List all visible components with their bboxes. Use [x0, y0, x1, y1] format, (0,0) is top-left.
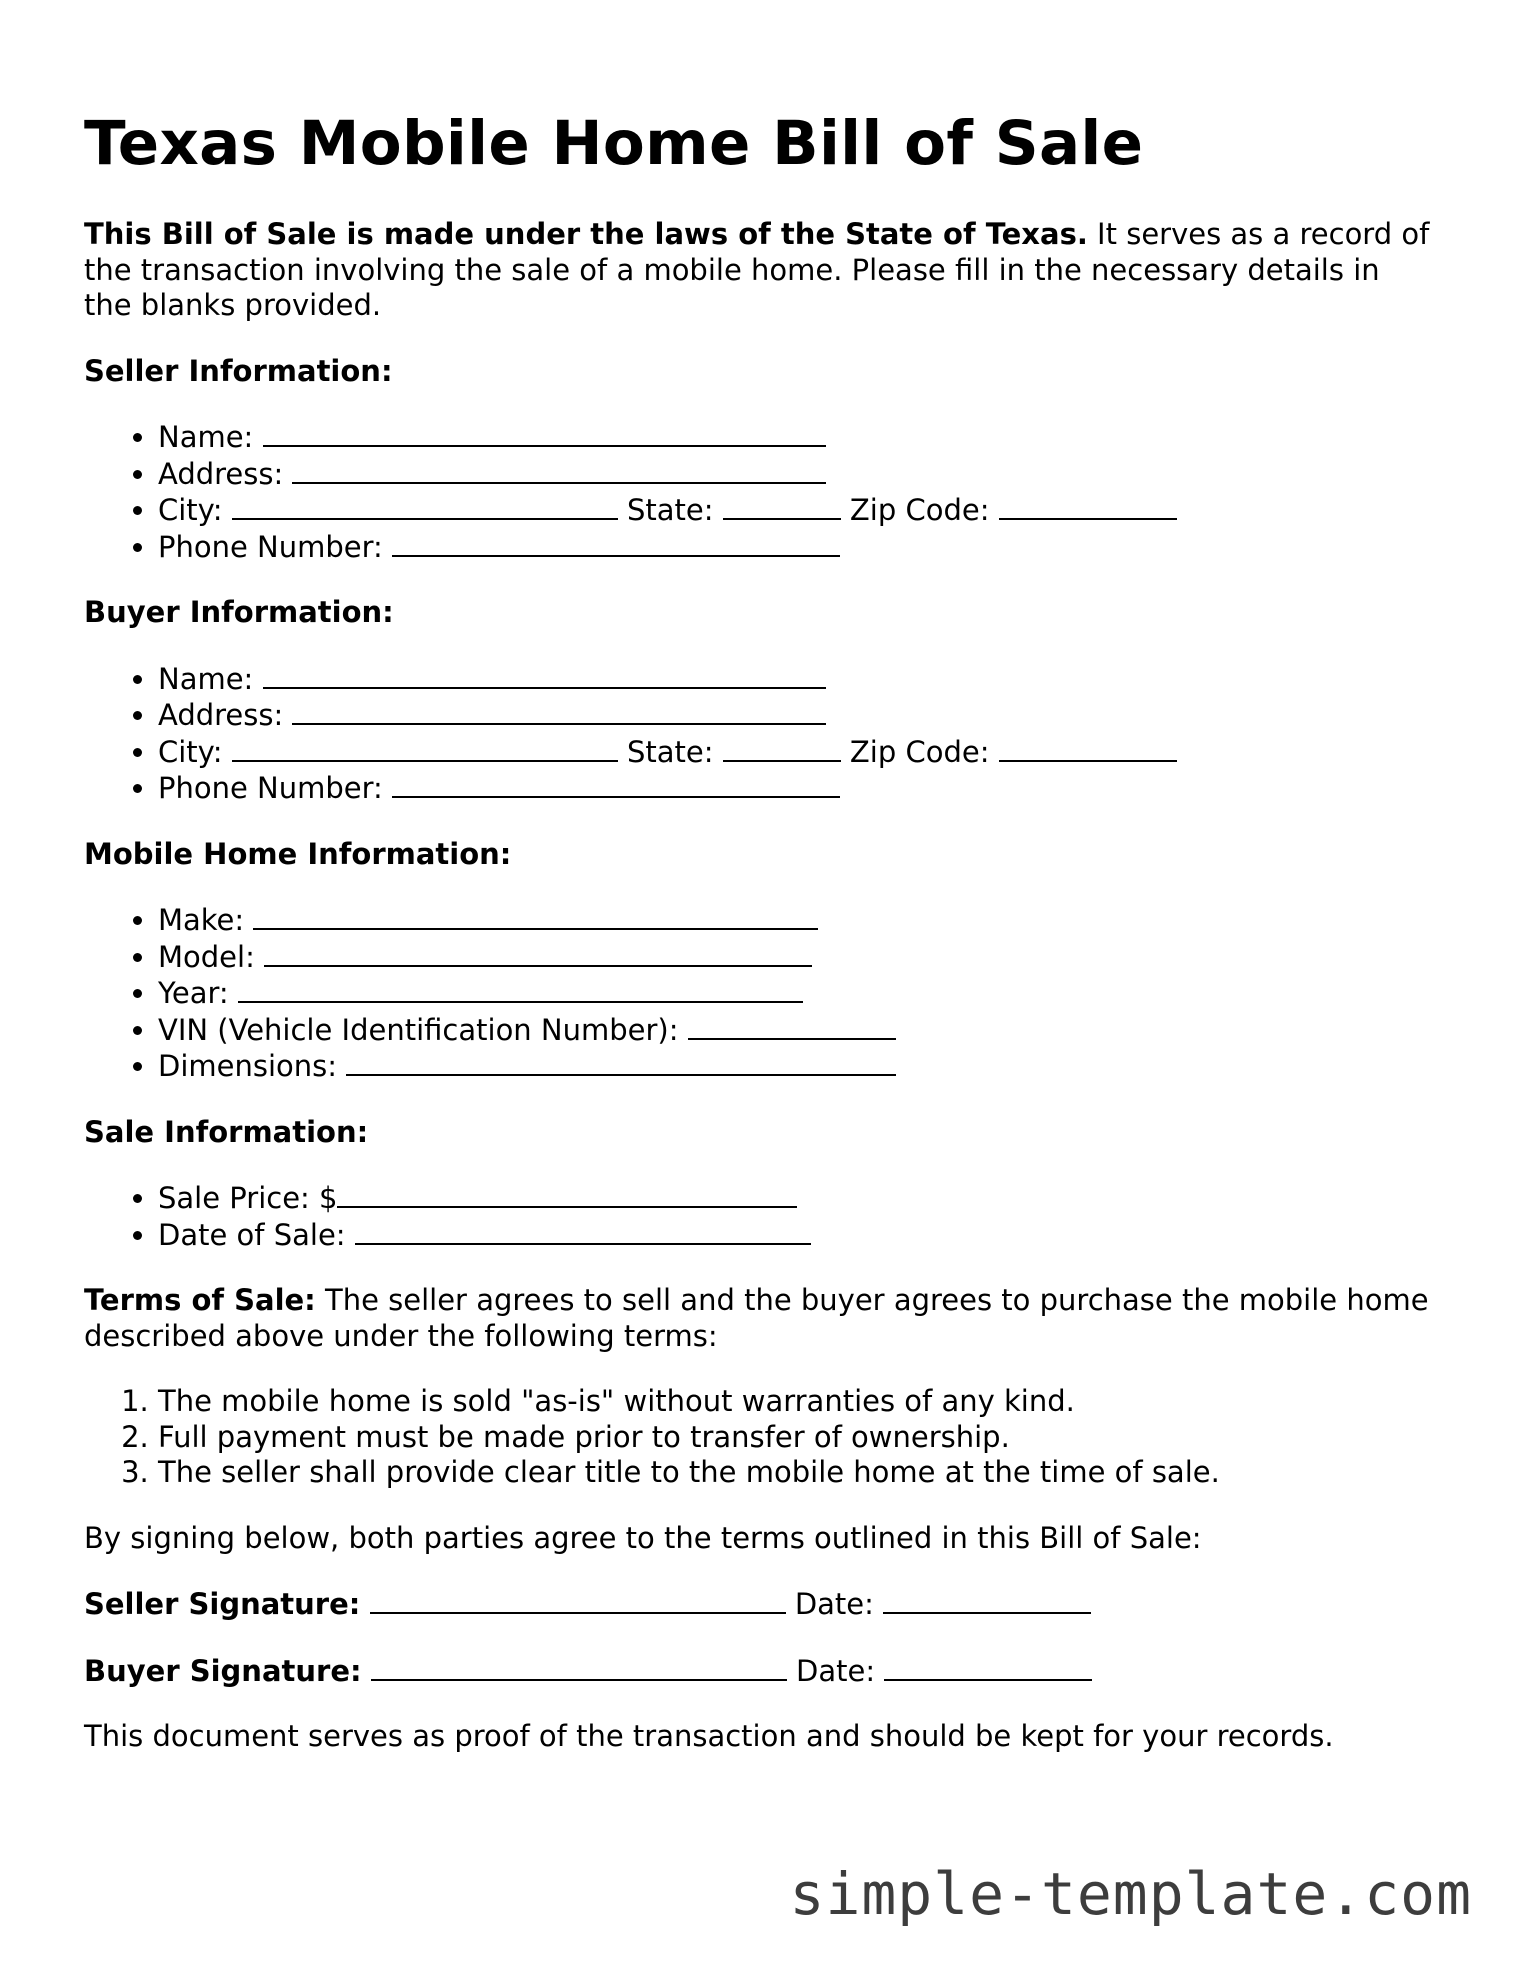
home-vin-row	[158, 1012, 1464, 1049]
sale-date-row	[158, 1217, 1464, 1254]
home-model-row	[158, 939, 1464, 976]
home-make-blank[interactable]	[253, 902, 818, 930]
buyer-address-label: Address:	[158, 698, 284, 732]
seller-signature-date-blank[interactable]	[883, 1586, 1091, 1614]
terms-list	[84, 1384, 1464, 1491]
buyer-signature-row	[84, 1653, 1464, 1690]
buyer-city-label: City:	[158, 734, 223, 769]
home-vin-label: VIN (Vehicle Identification Number):	[158, 1012, 679, 1047]
terms-text: The seller agrees to sell and the buyer agrees to purchase the mobile home described above under the following terms:	[84, 1283, 1429, 1353]
buyer-heading: Buyer Information:	[84, 595, 394, 629]
document-title: Texas Mobile Home Bill of Sale	[84, 108, 1144, 179]
terms-item: 3. The seller shall provide clear title to the mobile home at the time of sale.	[158, 1455, 1464, 1491]
home-make-row	[158, 902, 1464, 939]
buyer-fields	[84, 661, 1464, 807]
agreement-text: By signing below, both parties agree to the terms outlined in this Bill of Sale:	[84, 1520, 1202, 1555]
intro-text: It serves as a record of the transaction involving the sale of a mobile home. Please fill in the necessary details in the blanks provided.	[84, 217, 1430, 322]
terms-paragraph	[84, 1283, 1434, 1354]
seller-address-label: Address:	[158, 456, 284, 491]
sale-price-label: Sale Price: $	[158, 1181, 338, 1215]
document-page	[84, 104, 1464, 1755]
seller-city-blank[interactable]	[232, 492, 618, 520]
home-model-label: Model:	[158, 939, 255, 974]
home-year-blank[interactable]	[238, 975, 803, 1003]
buyer-state-blank[interactable]	[723, 734, 841, 762]
buyer-signature-date-label: Date:	[796, 1653, 876, 1688]
buyer-signature-blank[interactable]	[371, 1653, 787, 1681]
seller-fields	[84, 419, 1464, 565]
buyer-signature-label: Buyer Signature:	[84, 1653, 362, 1688]
sale-price-row	[158, 1180, 1464, 1217]
buyer-phone-row	[158, 770, 1464, 807]
seller-phone-blank[interactable]	[392, 529, 840, 557]
sale-fields	[84, 1180, 1464, 1253]
home-heading: Mobile Home Information:	[84, 836, 512, 871]
home-year-row	[158, 975, 1464, 1012]
sale-date-label: Date of Sale:	[158, 1217, 346, 1252]
home-year-label: Year:	[158, 976, 229, 1010]
buyer-phone-label: Phone Number:	[158, 771, 383, 805]
buyer-name-blank[interactable]	[263, 661, 826, 689]
buyer-signature-date-blank[interactable]	[884, 1653, 1092, 1681]
home-make-label: Make:	[158, 903, 245, 937]
seller-signature-label: Seller Signature:	[84, 1587, 361, 1621]
buyer-zip-blank[interactable]	[999, 734, 1177, 762]
home-dimensions-label: Dimensions:	[158, 1049, 338, 1083]
intro-paragraph	[84, 217, 1434, 324]
seller-city-row	[158, 492, 1464, 529]
buyer-city-row	[158, 734, 1464, 771]
footer-note: This document serves as proof of the transaction and should be kept for your records.	[84, 1719, 1334, 1753]
terms-item: 1. The mobile home is sold "as-is" without warranties of any kind.	[158, 1384, 1464, 1420]
seller-address-row	[158, 456, 1464, 493]
seller-city-label: City:	[158, 493, 223, 527]
seller-name-label: Name:	[158, 420, 254, 454]
home-vin-blank[interactable]	[688, 1012, 896, 1040]
home-dimensions-blank[interactable]	[346, 1048, 896, 1076]
buyer-phone-blank[interactable]	[392, 770, 840, 798]
buyer-zip-label: Zip Code:	[849, 734, 990, 769]
seller-state-blank[interactable]	[723, 492, 841, 520]
seller-signature-date-label: Date:	[794, 1587, 874, 1621]
seller-zip-label: Zip Code:	[849, 493, 990, 527]
buyer-state-label: State:	[626, 734, 714, 769]
seller-phone-label: Phone Number:	[158, 529, 383, 564]
sale-price-blank[interactable]	[337, 1180, 797, 1208]
seller-signature-blank[interactable]	[370, 1586, 786, 1614]
seller-name-row	[158, 419, 1464, 456]
buyer-address-row	[158, 697, 1464, 734]
buyer-name-label: Name:	[158, 661, 254, 696]
seller-address-blank[interactable]	[292, 456, 826, 484]
seller-signature-row	[84, 1586, 1464, 1623]
home-dimensions-row	[158, 1048, 1464, 1085]
seller-state-label: State:	[626, 493, 714, 527]
sale-heading: Sale Information:	[84, 1114, 369, 1149]
home-model-blank[interactable]	[264, 939, 812, 967]
intro-bold: This Bill of Sale is made under the laws of the State of Texas.	[84, 217, 1088, 251]
watermark: simple-template.com	[789, 1860, 1472, 1928]
home-fields	[84, 902, 1464, 1085]
buyer-name-row	[158, 661, 1464, 698]
sale-date-blank[interactable]	[355, 1217, 811, 1245]
terms-item: 2. Full payment must be made prior to transfer of ownership.	[158, 1420, 1464, 1456]
seller-heading: Seller Information:	[84, 353, 393, 388]
buyer-city-blank[interactable]	[232, 734, 618, 762]
seller-zip-blank[interactable]	[999, 492, 1177, 520]
buyer-address-blank[interactable]	[292, 697, 826, 725]
seller-name-blank[interactable]	[263, 419, 826, 447]
seller-phone-row	[158, 529, 1464, 566]
terms-bold: Terms of Sale:	[84, 1283, 316, 1317]
